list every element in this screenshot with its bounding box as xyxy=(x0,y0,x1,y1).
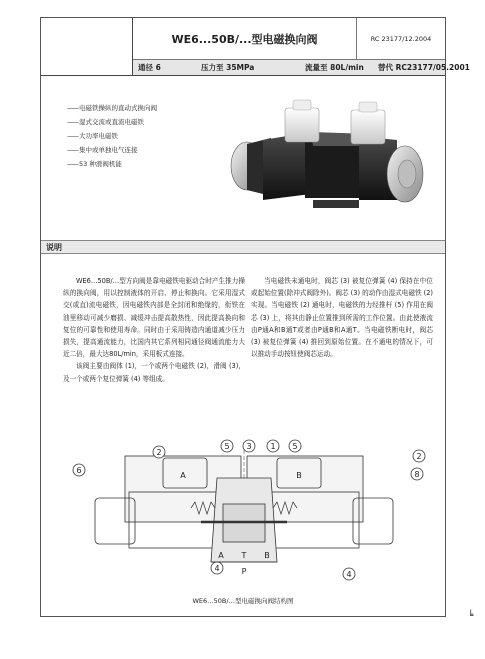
svg-text:4: 4 xyxy=(214,564,220,573)
section-title: 说明 xyxy=(41,240,445,254)
feature-list xyxy=(67,101,157,171)
description-right-column xyxy=(251,275,433,360)
callout-5-right xyxy=(289,440,301,452)
valve-cross-section-diagram xyxy=(51,418,437,593)
svg-text:2: 2 xyxy=(156,448,162,457)
paragraph: WE6…50B/…型方向阀是靠电磁铁电驱动合时产生推力操纵的换向阀，用以控制液体的开启、停止和换向。它采用湿式交(或直)流电磁铁，因电磁铁内部是全封闭和绝缘的，衔铁在油里移动可减少磨损、减缓冲击提高散热性，因此提高换向和复位的可靠性和使用寿命。同时由于采用铸造内通道减少压力损失，提高通流能力，比国内其它系列相同通径阀通流能力大近二倍，最大达80L/min，采用板式连接。 xyxy=(63,277,245,359)
svg-text:1: 1 xyxy=(270,442,276,451)
diagram-caption: WE6…50B/…型电磁换向阀结构图 xyxy=(192,597,294,605)
svg-text:5: 5 xyxy=(224,442,230,451)
description-left-column xyxy=(63,275,245,385)
callout-3 xyxy=(243,440,255,452)
svg-text:4: 4 xyxy=(346,570,352,579)
corner-mark: ╘ xyxy=(468,611,474,621)
spec-size: 通径 6 xyxy=(138,63,161,72)
feature-item: —— 电磁铁操纵的直动式换向阀 xyxy=(67,101,157,115)
callout-6 xyxy=(73,464,85,476)
spec-bar xyxy=(133,60,470,76)
feature-item: —— 集中或单独电气连接 xyxy=(67,143,157,157)
header xyxy=(41,18,470,78)
spec-replaces: 替代 RC23177/05.2001 xyxy=(378,63,470,72)
port-t-label: T xyxy=(241,551,247,560)
product-photo xyxy=(201,88,437,238)
feature-item: —— 大功率电磁铁 xyxy=(67,129,157,143)
svg-text:5: 5 xyxy=(292,442,298,451)
port-a-label: A xyxy=(218,551,224,560)
solenoid-a-label: A xyxy=(180,471,186,480)
feature-item: —— 湿式交流或直流电磁铁 xyxy=(67,115,157,129)
spec-pressure: 压力至 35MPa xyxy=(201,63,255,72)
port-b-label: B xyxy=(264,551,270,560)
callout-5-left xyxy=(221,440,233,452)
svg-text:8: 8 xyxy=(414,470,420,479)
feature-item: —— 53 种滑阀机能 xyxy=(67,157,157,171)
callout-4-left xyxy=(211,562,223,574)
paragraph: 当电磁铁未通电时，阀芯 (3) 被复位弹簧 (4) 保持在中位或起始位置(除冲式阀除外)。阀芯 (3) 的动作由湿式电磁铁 (2) 实现。当电磁铁 (2) 通电时，电磁铁的力经推杆 (5) 作用在阀芯 (3) 上，将其由静止位置推到所需的工作位置。由此使液流由P通A和B通T或者由P通B和A通T。当电磁铁断电时，阀芯 (3) 被复位弹簧 (4) 推回到原始位置。在不通电的情况下，可以推动手动按钮使阀芯运动。 xyxy=(251,277,433,359)
spec-flow: 流量至 80L/min xyxy=(305,63,364,72)
datasheet-page xyxy=(40,17,470,617)
svg-text:3: 3 xyxy=(246,442,252,451)
paragraph: 该阀主要由阀体 (1)，一个或两个电磁铁 (2)，滑阀 (3)，及一个或两个复位弹簧 (4) 等组成。 xyxy=(63,362,245,383)
solenoid-b-label: B xyxy=(296,471,302,480)
callout-4-right xyxy=(343,568,355,580)
callout-1 xyxy=(267,440,279,452)
callout-2-left xyxy=(153,446,165,458)
svg-text:2: 2 xyxy=(416,452,422,461)
callout-8 xyxy=(411,468,423,480)
callout-2-right xyxy=(413,450,425,462)
standard-number: RC 23177/12.2004 xyxy=(357,18,445,60)
port-p-label: P xyxy=(241,567,247,576)
svg-text:6: 6 xyxy=(76,466,82,475)
page-title: WE6...50B/...型电磁换向阀 xyxy=(133,18,357,60)
logo-box xyxy=(41,18,133,76)
